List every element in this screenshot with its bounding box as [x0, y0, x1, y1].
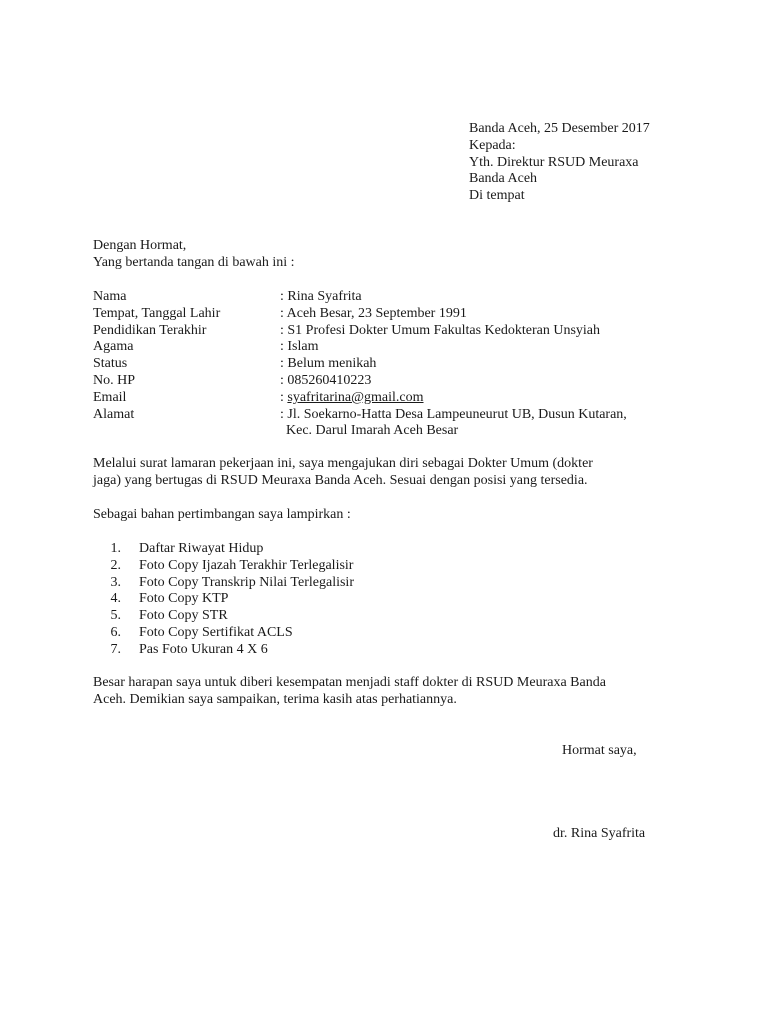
list-text: Pas Foto Ukuran 4 X 6 — [139, 641, 268, 657]
identity-label: Pendidikan Terakhir — [93, 322, 207, 338]
greeting — [93, 238, 295, 272]
identity-label: Tempat, Tanggal Lahir — [93, 305, 221, 321]
list-text: Foto Copy Ijazah Terakhir Terlegalisir — [139, 557, 354, 573]
letter-header — [469, 121, 650, 205]
identity-value: : Belum menikah — [280, 356, 377, 372]
list-number: 4. — [110, 591, 121, 607]
list-number: 5. — [110, 608, 121, 624]
to-label: Kepada: — [469, 137, 516, 153]
list-number: 2. — [110, 557, 121, 573]
intro-paragraph — [93, 456, 673, 490]
identity-row-religion — [93, 339, 683, 356]
identity-value: : Aceh Besar, 23 September 1991 — [280, 305, 467, 321]
list-item — [93, 541, 354, 558]
list-number: 7. — [110, 641, 121, 657]
list-text: Daftar Riwayat Hidup — [139, 541, 264, 556]
list-item — [93, 608, 354, 625]
list-text: Foto Copy STR — [139, 608, 228, 624]
list-number: 3. — [110, 574, 121, 590]
list-item — [93, 625, 354, 642]
identity-row-name — [93, 289, 683, 306]
salutation: Dengan Hormat, — [93, 238, 187, 253]
list-text: Foto Copy KTP — [139, 591, 229, 607]
paragraph-line: Besar harapan saya untuk diberi kesempatan menjadi staff dokter di RSUD Meuraxa Banda — [93, 675, 606, 690]
recipient: Yth. Direktur RSUD Meuraxa — [469, 154, 639, 170]
attachments-list — [93, 541, 354, 659]
identity-value: : Rina Syafrita — [280, 289, 362, 304]
list-item — [93, 575, 354, 592]
identity-row-education — [93, 323, 683, 340]
list-text: Foto Copy Sertifikat ACLS — [139, 624, 293, 640]
list-number: 6. — [110, 624, 121, 640]
list-text: Foto Copy Transkrip Nilai Terlegalisir — [139, 574, 354, 590]
list-item — [93, 591, 354, 608]
identity-value: : S1 Profesi Dokter Umum Fakultas Kedokteran Unsyiah — [280, 322, 601, 338]
identity-row-birth — [93, 306, 683, 323]
identity-table — [93, 289, 683, 440]
list-item — [93, 558, 354, 575]
identity-value: : Jl. Soekarno-Hatta Desa Lampeuneurut UB, Dusun Kutaran, — [280, 406, 627, 422]
identity-label: Email — [93, 389, 127, 405]
email-link[interactable]: syafritarina@gmail.com — [287, 389, 424, 405]
list-item — [93, 642, 354, 659]
identity-row-address — [93, 407, 683, 424]
identity-row-phone — [93, 373, 683, 390]
identity-intro: Yang bertanda tangan di bawah ini : — [93, 254, 295, 270]
identity-value: : 085260410223 — [280, 372, 372, 388]
identity-label: Agama — [93, 339, 134, 355]
closing-paragraph — [93, 675, 673, 709]
identity-row-status — [93, 356, 683, 373]
email-colon: : — [280, 389, 288, 405]
identity-label: Alamat — [93, 406, 135, 422]
signature-greeting: Hormat saya, — [562, 743, 637, 758]
place-date: Banda Aceh, 25 Desember 2017 — [469, 121, 650, 136]
paragraph-line: Sebagai bahan pertimbangan saya lampirkan : — [93, 507, 351, 522]
attachments-intro — [93, 507, 673, 524]
identity-row-email — [93, 390, 683, 407]
signature-name: dr. Rina Syafrita — [553, 826, 646, 841]
paragraph-line: Aceh. Demikian saya sampaikan, terima kasih atas perhatiannya. — [93, 691, 457, 707]
recipient-location: Di tempat — [469, 188, 525, 204]
address-continuation: Kec. Darul Imarah Aceh Besar — [286, 423, 459, 439]
identity-label: Nama — [93, 289, 127, 304]
paragraph-line: Melalui surat lamaran pekerjaan ini, saya mengajukan diri sebagai Dokter Umum (dokter — [93, 456, 593, 471]
recipient-city: Banda Aceh — [469, 171, 538, 187]
identity-label: Status — [93, 356, 128, 372]
identity-value: : Islam — [280, 339, 319, 355]
paragraph-line: jaga) yang bertugas di RSUD Meuraxa Banda Aceh. Sesuai dengan posisi yang tersedia. — [93, 472, 588, 488]
identity-value — [280, 390, 683, 407]
list-number: 1. — [110, 541, 121, 556]
identity-label: No. HP — [93, 372, 136, 388]
